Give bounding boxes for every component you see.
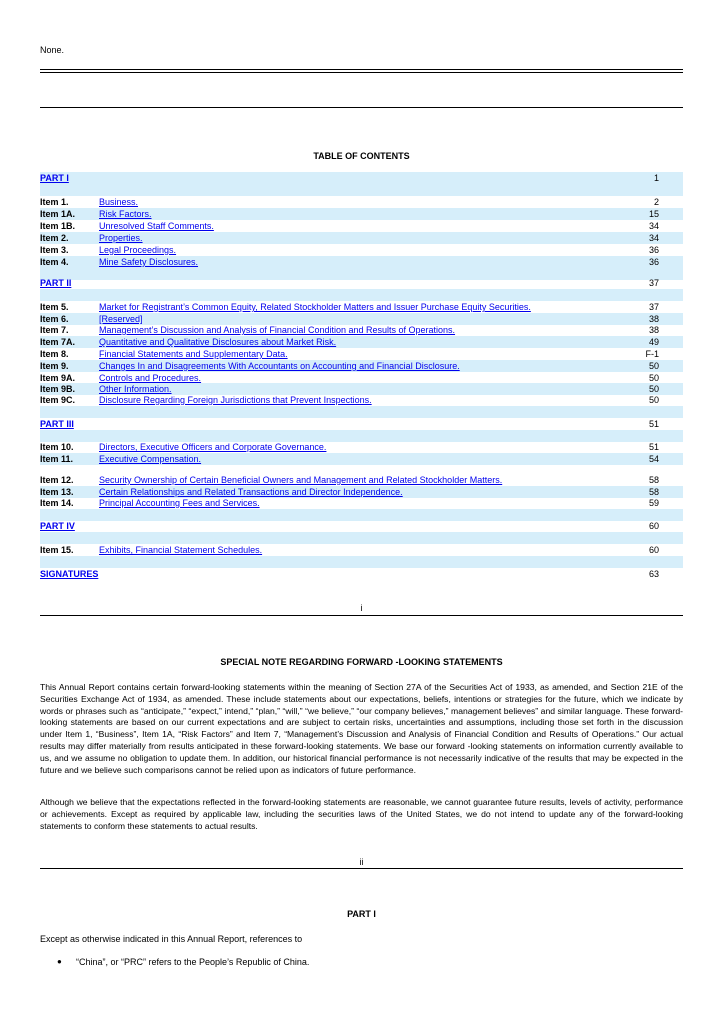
toc-item-link[interactable]: Certain Relationships and Related Transactions and Director Independence. — [99, 487, 403, 497]
toc-item-row — [40, 348, 683, 360]
toc-item-link[interactable]: Financial Statements and Supplementary Data. — [99, 349, 288, 359]
toc-spacer-row — [40, 556, 683, 568]
toc-item-number: Item 14. — [40, 498, 74, 508]
toc-item-number: Item 2. — [40, 233, 69, 243]
toc-item-link[interactable]: Directors, Executive Officers and Corporate Governance. — [99, 442, 327, 452]
toc-item-row — [40, 441, 683, 453]
toc-part-link[interactable]: PART IV — [40, 521, 75, 531]
toc-page-number: 36 — [648, 257, 659, 267]
toc-item-number: Item 3. — [40, 245, 69, 255]
toc-page-number: 60 — [648, 521, 659, 531]
divider — [40, 69, 683, 70]
toc-spacer-row — [40, 289, 683, 301]
toc-item-number: Item 9C. — [40, 395, 76, 405]
part-one-intro: Except as otherwise indicated in this Annual Report, references to — [40, 934, 303, 944]
toc-item-number: Item 1A. — [40, 209, 76, 219]
bullet-item: “China”, or “PRC” refers to the People’s Republic of China. — [76, 957, 310, 967]
toc-part-link[interactable]: PART III — [40, 419, 74, 429]
toc-item-number: Item 1. — [40, 197, 69, 207]
forward-looking-paragraph-1: This Annual Report contains certain forward-looking statements within the meaning of Section 27A of the Securities Act of 1933, as amended, and Section 21E of the Securities Exchange Act of 1934, as amended. These include statements about our expectations, beliefs, intentions or strategies for the future, which we indicate by words or phrases such as “anticipate,” “expect,” intend,” “plan,” “will,” “we believe,” “our company believes,” management believes” and similar language. These forward-looking statements are based on our current expectations and are subject to certain risks, uncertainties and assumptions, including those set forth in the discussion under Item 1, “Business”, Item 1A, “Risk Factors” and Item 7, “Management’s Discussion and Analysis of Financial Condition and Results of Operations.” Our actual results may differ materially from results anticipated in these forward-looking statements. We base our forward -looking statements on information currently available to us, and we assume no obligation to update them. In addition, our historical financial performance is not necessarily indicative of the results that may be expected in the future and we believe such comparisons cannot be relied upon as indicators of future performance. — [40, 682, 683, 775]
toc-item-row — [40, 336, 683, 348]
toc-item-row — [40, 208, 683, 220]
toc-item-row — [40, 453, 683, 465]
forward-looking-paragraph-2: Although we believe that the expectations reflected in the forward-looking statements are reasonable, we cannot guarantee future results, levels of activity, performance or achievements. Except as required by applicable law, including the securities laws of the United States, we do not intend to update any of the forward-looking statements to conform these statements to actual results. — [40, 797, 683, 831]
toc-page-number: 50 — [648, 395, 659, 405]
toc-item-link[interactable]: Risk Factors. — [99, 209, 152, 219]
toc-spacer-row — [40, 184, 683, 196]
top-text: None. — [40, 45, 65, 55]
toc-item-number: Item 7A. — [40, 337, 76, 347]
toc-part-row — [40, 418, 683, 430]
toc-item-number: Item 7. — [40, 325, 69, 335]
toc-page-number: 51 — [648, 442, 659, 452]
toc-page-number: 38 — [648, 325, 659, 335]
toc-item-link[interactable]: Legal Proceedings. — [99, 245, 177, 255]
toc-item-link[interactable]: Business. — [99, 197, 139, 207]
toc-spacer-row — [40, 406, 683, 418]
toc-page-number: 63 — [648, 569, 659, 579]
toc-page-number: 34 — [648, 221, 659, 231]
toc-item-link[interactable]: Quantitative and Qualitative Disclosures about Market Risk. — [99, 337, 337, 347]
toc-page-number: 1 — [653, 173, 659, 183]
toc-item-link[interactable]: Management’s Discussion and Analysis of Financial Condition and Results of Operations. — [99, 325, 456, 335]
toc-item-number: Item 6. — [40, 314, 69, 324]
toc-page-number: 38 — [648, 314, 659, 324]
toc-item-row — [40, 256, 683, 268]
toc-item-number: Item 12. — [40, 475, 74, 485]
toc-item-link[interactable]: Unresolved Staff Comments. — [99, 221, 214, 231]
toc-item-number: Item 9A. — [40, 373, 76, 383]
toc-item-row — [40, 360, 683, 372]
divider — [40, 868, 683, 869]
toc-item-link[interactable]: Principal Accounting Fees and Services. — [99, 498, 260, 508]
toc-item-row — [40, 301, 683, 313]
toc-item-link[interactable]: Exhibits, Financial Statement Schedules. — [99, 545, 263, 555]
toc-item-number: Item 9B. — [40, 384, 76, 394]
toc-item-link[interactable]: Mine Safety Disclosures. — [99, 257, 199, 267]
toc-item-row — [40, 474, 683, 486]
toc-item-link[interactable]: Changes In and Disagreements With Accountants on Accounting and Financial Disclosure. — [99, 361, 460, 371]
page-number: i — [360, 603, 363, 613]
toc-item-row — [40, 232, 683, 244]
page-number: ii — [359, 857, 364, 867]
toc-spacer-row — [40, 532, 683, 544]
toc-item-number: Item 4. — [40, 257, 69, 267]
toc-item-number: Item 10. — [40, 442, 74, 452]
toc-item-number: Item 13. — [40, 487, 74, 497]
toc-page-number: 50 — [648, 384, 659, 394]
toc-page-number: 51 — [648, 419, 659, 429]
part-one-heading: PART I — [347, 909, 376, 919]
toc-item-row — [40, 244, 683, 256]
toc-page-number: 60 — [648, 545, 659, 555]
toc-page-number: 37 — [648, 302, 659, 312]
toc-part-row — [40, 520, 683, 532]
toc-page-number: 34 — [648, 233, 659, 243]
toc-heading: TABLE OF CONTENTS — [313, 151, 410, 161]
toc-page-number: 54 — [648, 454, 659, 464]
divider — [40, 615, 683, 616]
toc-item-row — [40, 544, 683, 556]
toc-item-link[interactable]: Disclosure Regarding Foreign Jurisdictions that Prevent Inspections. — [99, 395, 372, 405]
toc-part-link[interactable]: PART II — [40, 278, 72, 288]
toc-item-row — [40, 220, 683, 232]
toc-item-number: Item 11. — [40, 454, 74, 464]
toc-page-number: 36 — [648, 245, 659, 255]
toc-part-row — [40, 277, 683, 289]
forward-looking-heading: SPECIAL NOTE REGARDING FORWARD -LOOKING STATEMENTS — [220, 657, 503, 667]
toc-item-link[interactable]: Executive Compensation. — [99, 454, 202, 464]
toc-page-number: 2 — [653, 197, 659, 207]
toc-page-number: 58 — [648, 487, 659, 497]
toc-item-number: Item 15. — [40, 545, 74, 555]
toc-part-row — [40, 568, 683, 580]
toc-page-number: F-1 — [645, 349, 659, 359]
toc-page-number: 37 — [648, 278, 659, 288]
toc-item-number: Item 5. — [40, 302, 69, 312]
toc-item-link[interactable]: [Reserved] — [99, 314, 143, 324]
toc-item-row — [40, 324, 683, 336]
toc-item-link[interactable]: Market for Registrant’s Common Equity, Related Stockholder Matters and Issuer Purchase Equity Securities. — [99, 302, 531, 312]
toc-part-link[interactable]: PART I — [40, 173, 69, 183]
toc-item-link[interactable]: Controls and Procedures. — [99, 373, 202, 383]
divider — [40, 107, 683, 108]
divider — [40, 72, 683, 73]
toc-item-link[interactable]: Security Ownership of Certain Beneficial Owners and Management and Related Stockholder Matters. — [99, 475, 503, 485]
toc-page-number: 50 — [648, 373, 659, 383]
toc-item-number: Item 1B. — [40, 221, 76, 231]
toc-page-number: 58 — [648, 475, 659, 485]
toc-page-number: 59 — [648, 498, 659, 508]
toc-item-number: Item 8. — [40, 349, 69, 359]
toc-page-number: 15 — [648, 209, 659, 219]
toc-item-row — [40, 497, 683, 509]
toc-item-row — [40, 196, 683, 208]
toc-signatures-link[interactable]: SIGNATURES — [40, 569, 99, 579]
toc-item-number: Item 9. — [40, 361, 69, 371]
toc-item-link[interactable]: Properties. — [99, 233, 143, 243]
toc-item-row — [40, 394, 683, 406]
toc-page-number: 49 — [648, 337, 659, 347]
bullet-icon: ● — [57, 957, 62, 966]
toc-item-link[interactable]: Other Information. — [99, 384, 172, 394]
toc-page-number: 50 — [648, 361, 659, 371]
toc-part-row — [40, 172, 683, 184]
